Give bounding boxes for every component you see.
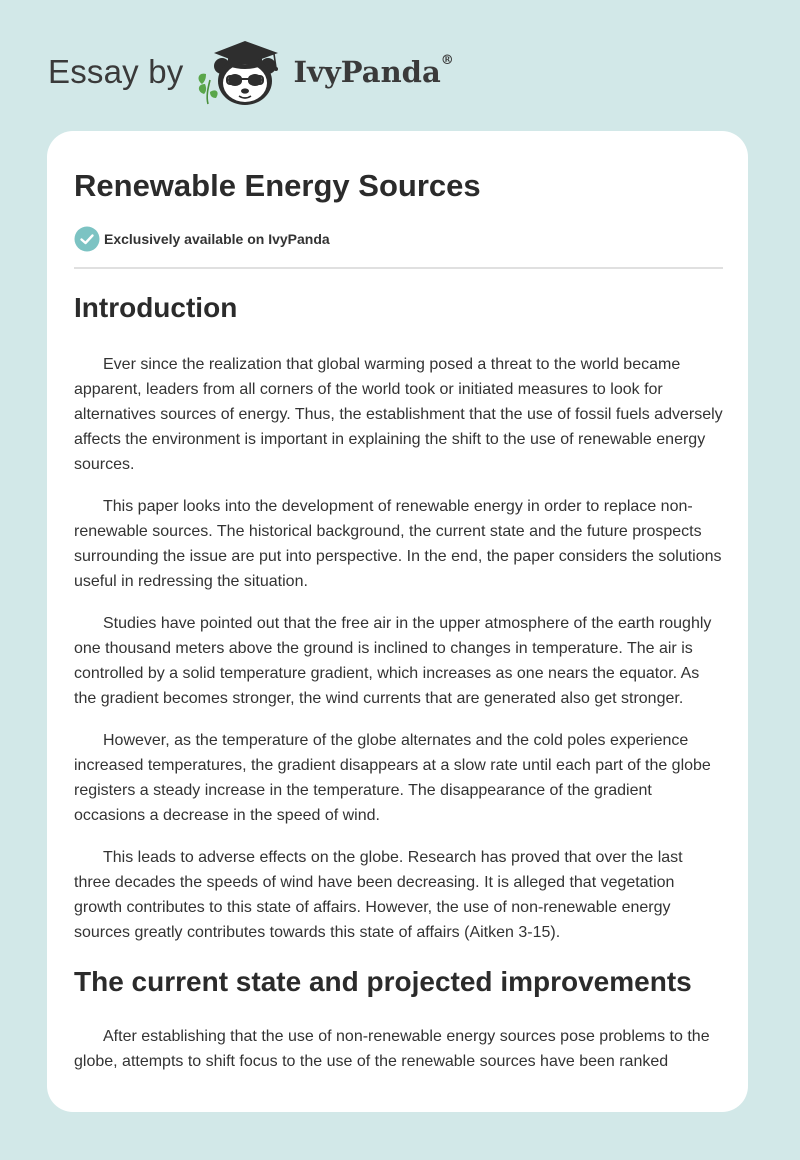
paragraph: Studies have pointed out that the free air in the upper atmosphere of the earth roughly one thousand meters above the ground is inclined to changes in temperature. The air is controlled by a solid temperature gradient, which increases as one nears the equator. As the gradient becomes stronger, the wind currents that are generated also get stronger. <box>74 615 712 707</box>
section-heading: Introduction <box>74 292 238 323</box>
exclusive-badge <box>74 226 723 252</box>
panda-graduation-cap-icon <box>194 36 290 108</box>
title-divider <box>74 267 723 269</box>
paragraph: However, as the temperature of the globe alternates and the cold poles experience increased temperatures, the gradient disappears at a slow rate until each part of the globe registers a steady increase in the temperature. The disappearance of the gradient occasions a decrease in the speed of wind. <box>74 732 711 824</box>
section-heading: The current state and projected improvements <box>74 966 692 997</box>
paragraph: After establishing that the use of non-renewable energy sources pose problems to the globe, attempts to shift focus to the use of the renewable sources have been ranked <box>74 1028 710 1070</box>
brand-name: IvyPanda® <box>293 53 454 89</box>
paragraph: This leads to adverse effects on the globe. Research has proved that over the last three decades the speeds of wind have been decreasing. It is alleged that vegetation growth contributes to this state of affairs. However, the use of non-renewable energy sources greatly contributes towards this state of affairs (Aitken 3-15). <box>74 849 683 941</box>
essay-by-label: Essay by <box>48 53 184 90</box>
page-title: Renewable Energy Sources <box>74 168 481 203</box>
check-circle-icon <box>74 226 100 252</box>
article-content <box>74 131 723 1074</box>
paragraph: This paper looks into the development of renewable energy in order to replace non-renewable sources. The historical background, the current state and the future prospects surrounding the issue are put into perspective. In the end, the paper considers the solutions useful in redressing the situation. <box>74 498 722 590</box>
article-card <box>47 131 748 1112</box>
registered-mark: ® <box>440 53 454 68</box>
paragraph: Ever since the realization that global warming posed a threat to the world became apparent, leaders from all corners of the world took or initiated measures to look for alternatives sources of energy. Thus, the establishment that the use of fossil fuels adversely affects the environment is important in explaining the shift to the use of renewable energy sources. <box>74 356 723 473</box>
brand-header <box>48 36 454 108</box>
exclusive-badge-label: Exclusively available on IvyPanda <box>104 231 330 247</box>
